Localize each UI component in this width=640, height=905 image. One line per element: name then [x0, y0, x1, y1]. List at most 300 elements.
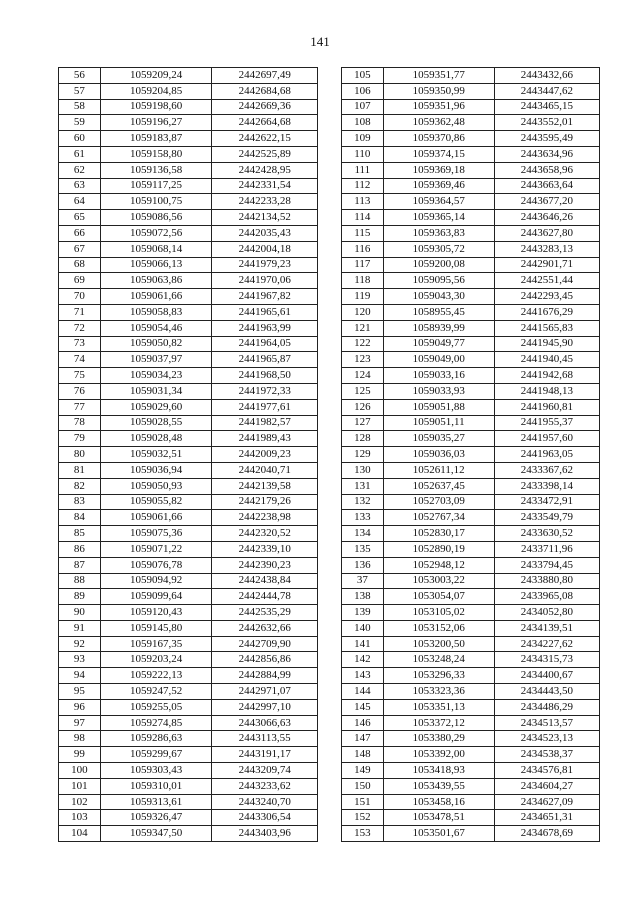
point-number-cell: 100	[59, 763, 101, 779]
point-number-cell: 142	[342, 652, 384, 668]
x-coordinate-cell: 1059369,46	[383, 178, 494, 194]
y-coordinate-cell: 2441940,45	[494, 352, 599, 368]
point-number-cell: 148	[342, 747, 384, 763]
point-number-cell: 129	[342, 447, 384, 463]
y-coordinate-cell: 2442293,45	[494, 289, 599, 305]
x-coordinate-cell: 1059247,52	[100, 684, 212, 700]
point-number-cell: 64	[59, 194, 101, 210]
point-number-cell: 133	[342, 510, 384, 526]
table-row	[59, 68, 318, 84]
table-row	[342, 589, 600, 605]
y-coordinate-cell: 2442622,15	[212, 131, 318, 147]
x-coordinate-cell: 1053152,06	[383, 620, 494, 636]
y-coordinate-cell: 2441948,13	[494, 383, 599, 399]
y-coordinate-cell: 2442009,23	[212, 447, 318, 463]
table-row	[342, 447, 600, 463]
x-coordinate-cell: 1059051,88	[383, 399, 494, 415]
point-number-cell: 122	[342, 336, 384, 352]
x-coordinate-cell: 1059033,93	[383, 383, 494, 399]
x-coordinate-cell: 1059050,93	[100, 478, 212, 494]
point-number-cell: 127	[342, 415, 384, 431]
y-coordinate-cell: 2443403,96	[212, 826, 318, 842]
x-coordinate-cell: 1059031,34	[100, 383, 212, 399]
x-coordinate-cell: 1059120,43	[100, 605, 212, 621]
y-coordinate-cell: 2434315,73	[494, 652, 599, 668]
x-coordinate-cell: 1059071,22	[100, 541, 212, 557]
point-number-cell: 128	[342, 431, 384, 447]
table-row	[59, 462, 318, 478]
coordinates-table-left	[58, 67, 318, 842]
x-coordinate-cell: 1059035,27	[383, 431, 494, 447]
y-coordinate-cell: 2434538,37	[494, 747, 599, 763]
y-coordinate-cell: 2442535,29	[212, 605, 318, 621]
x-coordinate-cell: 1059362,48	[383, 115, 494, 131]
point-number-cell: 120	[342, 304, 384, 320]
y-coordinate-cell: 2441963,05	[494, 447, 599, 463]
x-coordinate-cell: 1053418,93	[383, 763, 494, 779]
x-coordinate-cell: 1059100,75	[100, 194, 212, 210]
x-coordinate-cell: 1059351,96	[383, 99, 494, 115]
x-coordinate-cell: 1052767,34	[383, 510, 494, 526]
point-number-cell: 152	[342, 810, 384, 826]
x-coordinate-cell: 1059370,86	[383, 131, 494, 147]
y-coordinate-cell: 2443627,80	[494, 225, 599, 241]
table-row	[59, 826, 318, 842]
table-row	[342, 115, 600, 131]
y-coordinate-cell: 2443447,62	[494, 83, 599, 99]
x-coordinate-cell: 1053003,22	[383, 573, 494, 589]
table-row	[342, 747, 600, 763]
table-row	[59, 241, 318, 257]
y-coordinate-cell: 2441957,60	[494, 431, 599, 447]
y-coordinate-cell: 2441982,57	[212, 415, 318, 431]
y-coordinate-cell: 2443646,26	[494, 210, 599, 226]
point-number-cell: 58	[59, 99, 101, 115]
table-row	[59, 668, 318, 684]
x-coordinate-cell: 1059076,78	[100, 557, 212, 573]
y-coordinate-cell: 2443209,74	[212, 763, 318, 779]
point-number-cell: 153	[342, 826, 384, 842]
x-coordinate-cell: 1059196,27	[100, 115, 212, 131]
table-row	[342, 194, 600, 210]
y-coordinate-cell: 2442901,71	[494, 257, 599, 273]
y-coordinate-cell: 2442428,95	[212, 162, 318, 178]
x-coordinate-cell: 1059136,58	[100, 162, 212, 178]
point-number-cell: 71	[59, 304, 101, 320]
x-coordinate-cell: 1059049,77	[383, 336, 494, 352]
x-coordinate-cell: 1059072,56	[100, 225, 212, 241]
point-number-cell: 106	[342, 83, 384, 99]
y-coordinate-cell: 2433630,52	[494, 526, 599, 542]
y-coordinate-cell: 2443283,13	[494, 241, 599, 257]
point-number-cell: 88	[59, 573, 101, 589]
x-coordinate-cell: 1059117,25	[100, 178, 212, 194]
x-coordinate-cell: 1059183,87	[100, 131, 212, 147]
point-number-cell: 134	[342, 526, 384, 542]
table-row	[59, 210, 318, 226]
y-coordinate-cell: 2443066,63	[212, 715, 318, 731]
point-number-cell: 125	[342, 383, 384, 399]
point-number-cell: 138	[342, 589, 384, 605]
y-coordinate-cell: 2442035,43	[212, 225, 318, 241]
y-coordinate-cell: 2442134,52	[212, 210, 318, 226]
point-number-cell: 77	[59, 399, 101, 415]
point-number-cell: 86	[59, 541, 101, 557]
y-coordinate-cell: 2441955,37	[494, 415, 599, 431]
y-coordinate-cell: 2434627,09	[494, 794, 599, 810]
point-number-cell: 79	[59, 431, 101, 447]
point-number-cell: 59	[59, 115, 101, 131]
point-number-cell: 111	[342, 162, 384, 178]
table-row	[342, 431, 600, 447]
y-coordinate-cell: 2442525,89	[212, 146, 318, 162]
point-number-cell: 114	[342, 210, 384, 226]
table-row	[342, 668, 600, 684]
x-coordinate-cell: 1053501,67	[383, 826, 494, 842]
x-coordinate-cell: 1053478,51	[383, 810, 494, 826]
y-coordinate-cell: 2441972,33	[212, 383, 318, 399]
y-coordinate-cell: 2442884,99	[212, 668, 318, 684]
y-coordinate-cell: 2442233,28	[212, 194, 318, 210]
point-number-cell: 113	[342, 194, 384, 210]
y-coordinate-cell: 2441968,50	[212, 368, 318, 384]
x-coordinate-cell: 1053105,02	[383, 605, 494, 621]
point-number-cell: 141	[342, 636, 384, 652]
table-row	[342, 684, 600, 700]
x-coordinate-cell: 1059028,48	[100, 431, 212, 447]
y-coordinate-cell: 2442971,07	[212, 684, 318, 700]
y-coordinate-cell: 2433398,14	[494, 478, 599, 494]
y-coordinate-cell: 2434651,31	[494, 810, 599, 826]
table-row	[59, 747, 318, 763]
point-number-cell: 145	[342, 699, 384, 715]
table-row	[342, 526, 600, 542]
table-row	[59, 431, 318, 447]
point-number-cell: 93	[59, 652, 101, 668]
y-coordinate-cell: 2434052,80	[494, 605, 599, 621]
point-number-cell: 70	[59, 289, 101, 305]
table-row	[59, 225, 318, 241]
table-row	[59, 794, 318, 810]
y-coordinate-cell: 2442320,52	[212, 526, 318, 542]
x-coordinate-cell: 1059167,35	[100, 636, 212, 652]
point-number-cell: 78	[59, 415, 101, 431]
y-coordinate-cell: 2442856,86	[212, 652, 318, 668]
x-coordinate-cell: 1053458,16	[383, 794, 494, 810]
point-number-cell: 99	[59, 747, 101, 763]
x-coordinate-cell: 1059305,72	[383, 241, 494, 257]
y-coordinate-cell: 2434576,81	[494, 763, 599, 779]
point-number-cell: 63	[59, 178, 101, 194]
y-coordinate-cell: 2443595,49	[494, 131, 599, 147]
x-coordinate-cell: 1059036,94	[100, 462, 212, 478]
table-row	[59, 257, 318, 273]
point-number-cell: 85	[59, 526, 101, 542]
table-row	[59, 99, 318, 115]
point-number-cell: 143	[342, 668, 384, 684]
point-number-cell: 94	[59, 668, 101, 684]
table-row	[342, 241, 600, 257]
y-coordinate-cell: 2442390,23	[212, 557, 318, 573]
y-coordinate-cell: 2442139,58	[212, 478, 318, 494]
y-coordinate-cell: 2433472,91	[494, 494, 599, 510]
point-number-cell: 151	[342, 794, 384, 810]
y-coordinate-cell: 2443663,64	[494, 178, 599, 194]
point-number-cell: 62	[59, 162, 101, 178]
point-number-cell: 97	[59, 715, 101, 731]
y-coordinate-cell: 2441970,06	[212, 273, 318, 289]
x-coordinate-cell: 1059036,03	[383, 447, 494, 463]
point-number-cell: 146	[342, 715, 384, 731]
x-coordinate-cell: 1059326,47	[100, 810, 212, 826]
table-row	[342, 605, 600, 621]
y-coordinate-cell: 2443658,96	[494, 162, 599, 178]
x-coordinate-cell: 1059068,14	[100, 241, 212, 257]
table-row	[59, 557, 318, 573]
table-row	[59, 383, 318, 399]
point-number-cell: 150	[342, 778, 384, 794]
point-number-cell: 57	[59, 83, 101, 99]
point-number-cell: 147	[342, 731, 384, 747]
y-coordinate-cell: 2443240,70	[212, 794, 318, 810]
x-coordinate-cell: 1059075,36	[100, 526, 212, 542]
table-row	[342, 826, 600, 842]
x-coordinate-cell: 1059094,92	[100, 573, 212, 589]
point-number-cell: 96	[59, 699, 101, 715]
y-coordinate-cell: 2442709,90	[212, 636, 318, 652]
point-number-cell: 104	[59, 826, 101, 842]
table-row	[59, 605, 318, 621]
point-number-cell: 67	[59, 241, 101, 257]
x-coordinate-cell: 1059310,01	[100, 778, 212, 794]
table-row	[59, 684, 318, 700]
point-number-cell: 103	[59, 810, 101, 826]
y-coordinate-cell: 2442238,98	[212, 510, 318, 526]
x-coordinate-cell: 1059365,14	[383, 210, 494, 226]
x-coordinate-cell: 1059274,85	[100, 715, 212, 731]
table-row	[342, 794, 600, 810]
y-coordinate-cell: 2442669,36	[212, 99, 318, 115]
y-coordinate-cell: 2443233,62	[212, 778, 318, 794]
y-coordinate-cell: 2443634,96	[494, 146, 599, 162]
point-number-cell: 83	[59, 494, 101, 510]
table-row	[342, 320, 600, 336]
point-number-cell: 139	[342, 605, 384, 621]
y-coordinate-cell: 2441945,90	[494, 336, 599, 352]
x-coordinate-cell: 1052703,09	[383, 494, 494, 510]
point-number-cell: 102	[59, 794, 101, 810]
table-row	[342, 652, 600, 668]
point-number-cell: 92	[59, 636, 101, 652]
table-row	[59, 510, 318, 526]
y-coordinate-cell: 2441965,61	[212, 304, 318, 320]
x-coordinate-cell: 1059051,11	[383, 415, 494, 431]
table-row	[342, 636, 600, 652]
x-coordinate-cell: 1059351,77	[383, 68, 494, 84]
y-coordinate-cell: 2442179,26	[212, 494, 318, 510]
y-coordinate-cell: 2434523,13	[494, 731, 599, 747]
x-coordinate-cell: 1059203,24	[100, 652, 212, 668]
table-row	[342, 462, 600, 478]
table-row	[59, 573, 318, 589]
table-row	[342, 131, 600, 147]
point-number-cell: 76	[59, 383, 101, 399]
table-row	[342, 557, 600, 573]
point-number-cell: 73	[59, 336, 101, 352]
x-coordinate-cell: 1059299,67	[100, 747, 212, 763]
y-coordinate-cell: 2441989,43	[212, 431, 318, 447]
x-coordinate-cell: 1059095,56	[383, 273, 494, 289]
y-coordinate-cell: 2433965,08	[494, 589, 599, 605]
table-row	[342, 257, 600, 273]
table-row	[59, 589, 318, 605]
y-coordinate-cell: 2441964,05	[212, 336, 318, 352]
point-number-cell: 80	[59, 447, 101, 463]
point-number-cell: 116	[342, 241, 384, 257]
x-coordinate-cell: 1058955,45	[383, 304, 494, 320]
point-number-cell: 112	[342, 178, 384, 194]
point-number-cell: 123	[342, 352, 384, 368]
table-row	[342, 620, 600, 636]
x-coordinate-cell: 1059033,16	[383, 368, 494, 384]
x-coordinate-cell: 1052830,17	[383, 526, 494, 542]
x-coordinate-cell: 1053296,33	[383, 668, 494, 684]
point-number-cell: 135	[342, 541, 384, 557]
x-coordinate-cell: 1059049,00	[383, 352, 494, 368]
x-coordinate-cell: 1059063,86	[100, 273, 212, 289]
table-row	[59, 194, 318, 210]
x-coordinate-cell: 1059086,56	[100, 210, 212, 226]
table-row	[342, 99, 600, 115]
table-row	[59, 715, 318, 731]
table-row	[342, 510, 600, 526]
y-coordinate-cell: 2442697,49	[212, 68, 318, 84]
table-row	[59, 636, 318, 652]
table-row	[59, 494, 318, 510]
x-coordinate-cell: 1053392,00	[383, 747, 494, 763]
table-row	[342, 494, 600, 510]
table-row	[342, 368, 600, 384]
table-row	[59, 620, 318, 636]
x-coordinate-cell: 1059037,97	[100, 352, 212, 368]
y-coordinate-cell: 2441967,82	[212, 289, 318, 305]
point-number-cell: 107	[342, 99, 384, 115]
point-number-cell: 131	[342, 478, 384, 494]
table-row	[342, 178, 600, 194]
x-coordinate-cell: 1053054,07	[383, 589, 494, 605]
y-coordinate-cell: 2443191,17	[212, 747, 318, 763]
x-coordinate-cell: 1059050,82	[100, 336, 212, 352]
y-coordinate-cell: 2442551,44	[494, 273, 599, 289]
page-number: 141	[310, 34, 330, 49]
point-number-cell: 132	[342, 494, 384, 510]
x-coordinate-cell: 1053439,55	[383, 778, 494, 794]
y-coordinate-cell: 2442684,68	[212, 83, 318, 99]
point-number-cell: 56	[59, 68, 101, 84]
x-coordinate-cell: 1059145,80	[100, 620, 212, 636]
point-number-cell: 68	[59, 257, 101, 273]
table-row	[342, 715, 600, 731]
point-number-cell: 37	[342, 573, 384, 589]
y-coordinate-cell: 2443432,66	[494, 68, 599, 84]
point-number-cell: 118	[342, 273, 384, 289]
y-coordinate-cell: 2441965,87	[212, 352, 318, 368]
point-number-cell: 89	[59, 589, 101, 605]
x-coordinate-cell: 1059198,60	[100, 99, 212, 115]
table-row	[59, 273, 318, 289]
table-row	[342, 225, 600, 241]
table-row	[59, 162, 318, 178]
x-coordinate-cell: 1059363,83	[383, 225, 494, 241]
table-row	[342, 810, 600, 826]
y-coordinate-cell: 2441676,29	[494, 304, 599, 320]
point-number-cell: 108	[342, 115, 384, 131]
y-coordinate-cell: 2434513,57	[494, 715, 599, 731]
x-coordinate-cell: 1059061,66	[100, 510, 212, 526]
table-row	[342, 273, 600, 289]
x-coordinate-cell: 1059066,13	[100, 257, 212, 273]
x-coordinate-cell: 1059034,23	[100, 368, 212, 384]
point-number-cell: 105	[342, 68, 384, 84]
x-coordinate-cell: 1059303,43	[100, 763, 212, 779]
x-coordinate-cell: 1052948,12	[383, 557, 494, 573]
y-coordinate-cell: 2442040,71	[212, 462, 318, 478]
y-coordinate-cell: 2441942,68	[494, 368, 599, 384]
table-row	[59, 699, 318, 715]
y-coordinate-cell: 2433367,62	[494, 462, 599, 478]
point-number-cell: 115	[342, 225, 384, 241]
table-row	[342, 289, 600, 305]
y-coordinate-cell: 2443465,15	[494, 99, 599, 115]
y-coordinate-cell: 2443113,55	[212, 731, 318, 747]
table-row	[342, 146, 600, 162]
table-row	[59, 146, 318, 162]
x-coordinate-cell: 1059099,64	[100, 589, 212, 605]
y-coordinate-cell: 2434678,69	[494, 826, 599, 842]
x-coordinate-cell: 1059028,55	[100, 415, 212, 431]
x-coordinate-cell: 1059364,57	[383, 194, 494, 210]
table-row	[342, 699, 600, 715]
y-coordinate-cell: 2442664,68	[212, 115, 318, 131]
y-coordinate-cell: 2441565,83	[494, 320, 599, 336]
y-coordinate-cell: 2442438,84	[212, 573, 318, 589]
x-coordinate-cell: 1059222,13	[100, 668, 212, 684]
table-row	[59, 478, 318, 494]
table-row	[342, 573, 600, 589]
table-row	[59, 652, 318, 668]
y-coordinate-cell: 2443552,01	[494, 115, 599, 131]
point-number-cell: 95	[59, 684, 101, 700]
point-number-cell: 110	[342, 146, 384, 162]
y-coordinate-cell: 2434443,50	[494, 684, 599, 700]
y-coordinate-cell: 2442339,10	[212, 541, 318, 557]
y-coordinate-cell: 2443306,54	[212, 810, 318, 826]
table-row	[59, 178, 318, 194]
point-number-cell: 61	[59, 146, 101, 162]
x-coordinate-cell: 1053351,13	[383, 699, 494, 715]
y-coordinate-cell: 2443677,20	[494, 194, 599, 210]
y-coordinate-cell: 2433711,96	[494, 541, 599, 557]
x-coordinate-cell: 1059032,51	[100, 447, 212, 463]
point-number-cell: 65	[59, 210, 101, 226]
point-number-cell: 119	[342, 289, 384, 305]
x-coordinate-cell: 1059350,99	[383, 83, 494, 99]
x-coordinate-cell: 1059369,18	[383, 162, 494, 178]
y-coordinate-cell: 2434400,67	[494, 668, 599, 684]
table-row	[59, 83, 318, 99]
x-coordinate-cell: 1059054,46	[100, 320, 212, 336]
x-coordinate-cell: 1059209,24	[100, 68, 212, 84]
